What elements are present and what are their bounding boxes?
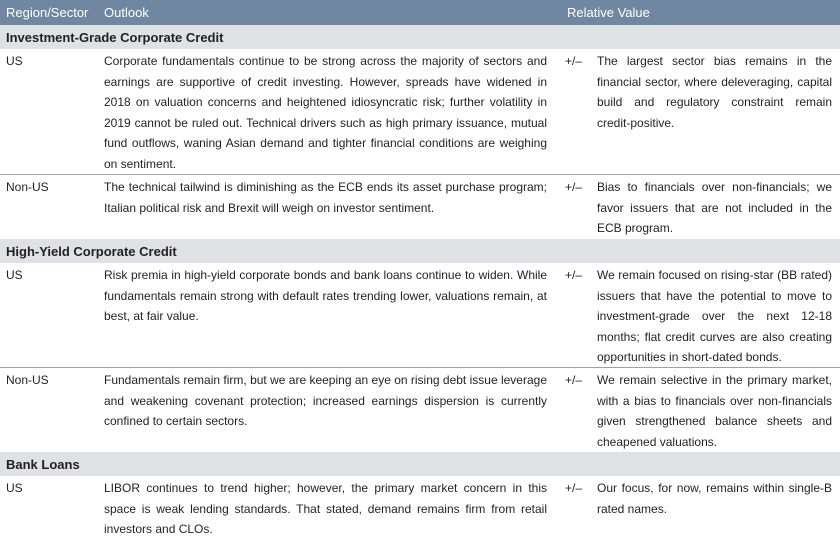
section-investment-grade xyxy=(0,25,840,49)
table-row xyxy=(0,476,840,540)
table-row xyxy=(0,263,840,367)
section-title: Bank Loans xyxy=(6,457,80,472)
row-relative-value: Our focus, for now, remains within single-B rated names. xyxy=(597,481,832,516)
row-sign: +/– xyxy=(565,54,583,68)
row-region: US xyxy=(6,268,23,282)
header-relative-value: Relative Value xyxy=(567,5,650,20)
row-relative-value: Bias to financials over non-financials; we favor issuers that are not included in the ECB program. xyxy=(597,180,832,235)
row-relative-value: We remain selective in the primary market, with a bias to financials over non-financials given strengthened balance sheets and cheapened valuations. xyxy=(597,373,832,449)
section-bank-loans xyxy=(0,452,840,476)
table-header xyxy=(0,0,840,25)
row-outlook: The technical tailwind is diminishing as the ECB ends its asset purchase program; Italian political risk and Brexit will weigh on investor sentiment. xyxy=(104,180,547,215)
section-high-yield xyxy=(0,239,840,263)
row-outlook: Risk premia in high-yield corporate bonds and bank loans continue to widen. While fundamentals remain strong with default rates trending lower, valuations remain, at best, at fair value. xyxy=(104,268,547,323)
row-region: Non-US xyxy=(6,180,49,194)
table-row xyxy=(0,49,840,174)
row-outlook: LIBOR continues to trend higher; however, the primary market concern in this space is weak lending standards. That stated, demand remains firm from retail investors and CLOs. xyxy=(104,481,547,536)
row-relative-value: The largest sector bias remains in the financial sector, where deleveraging, capital build and regulatory constraint remain credit-positive. xyxy=(597,54,832,130)
row-sign: +/– xyxy=(565,268,583,282)
row-sign: +/– xyxy=(565,373,583,387)
table-row xyxy=(0,175,840,239)
header-region-sector: Region/Sector xyxy=(6,5,89,20)
row-outlook: Fundamentals remain firm, but we are keeping an eye on rising debt issue leverage and weakening covenant protection; increased earnings dispersion is currently confined to certain sectors. xyxy=(104,373,547,428)
row-sign: +/– xyxy=(565,180,583,194)
row-sign: +/– xyxy=(565,481,583,495)
header-outlook: Outlook xyxy=(104,5,149,20)
row-region: US xyxy=(6,54,23,68)
section-title: Investment-Grade Corporate Credit xyxy=(6,30,224,45)
table-row xyxy=(0,368,840,452)
row-relative-value: We remain focused on rising-star (BB rated) issuers that have the potential to move to investment-grade over the next 12-18 months; flat credit curves are also creating opportunities in short-dated bonds. xyxy=(597,268,832,364)
row-outlook: Corporate fundamentals continue to be strong across the majority of sectors and earnings are supportive of credit investing. However, spreads have widened in 2018 on valuation concerns and heightened idiosyncratic risk; further volatility in 2019 cannot be ruled out. Technical drivers such as high primary issuance, mutual fund outflows, waning Asian demand and tighter financial conditions are weighing on sentiment. xyxy=(104,54,547,171)
section-title: High-Yield Corporate Credit xyxy=(6,244,177,259)
row-region: Non-US xyxy=(6,373,49,387)
row-region: US xyxy=(6,481,23,495)
